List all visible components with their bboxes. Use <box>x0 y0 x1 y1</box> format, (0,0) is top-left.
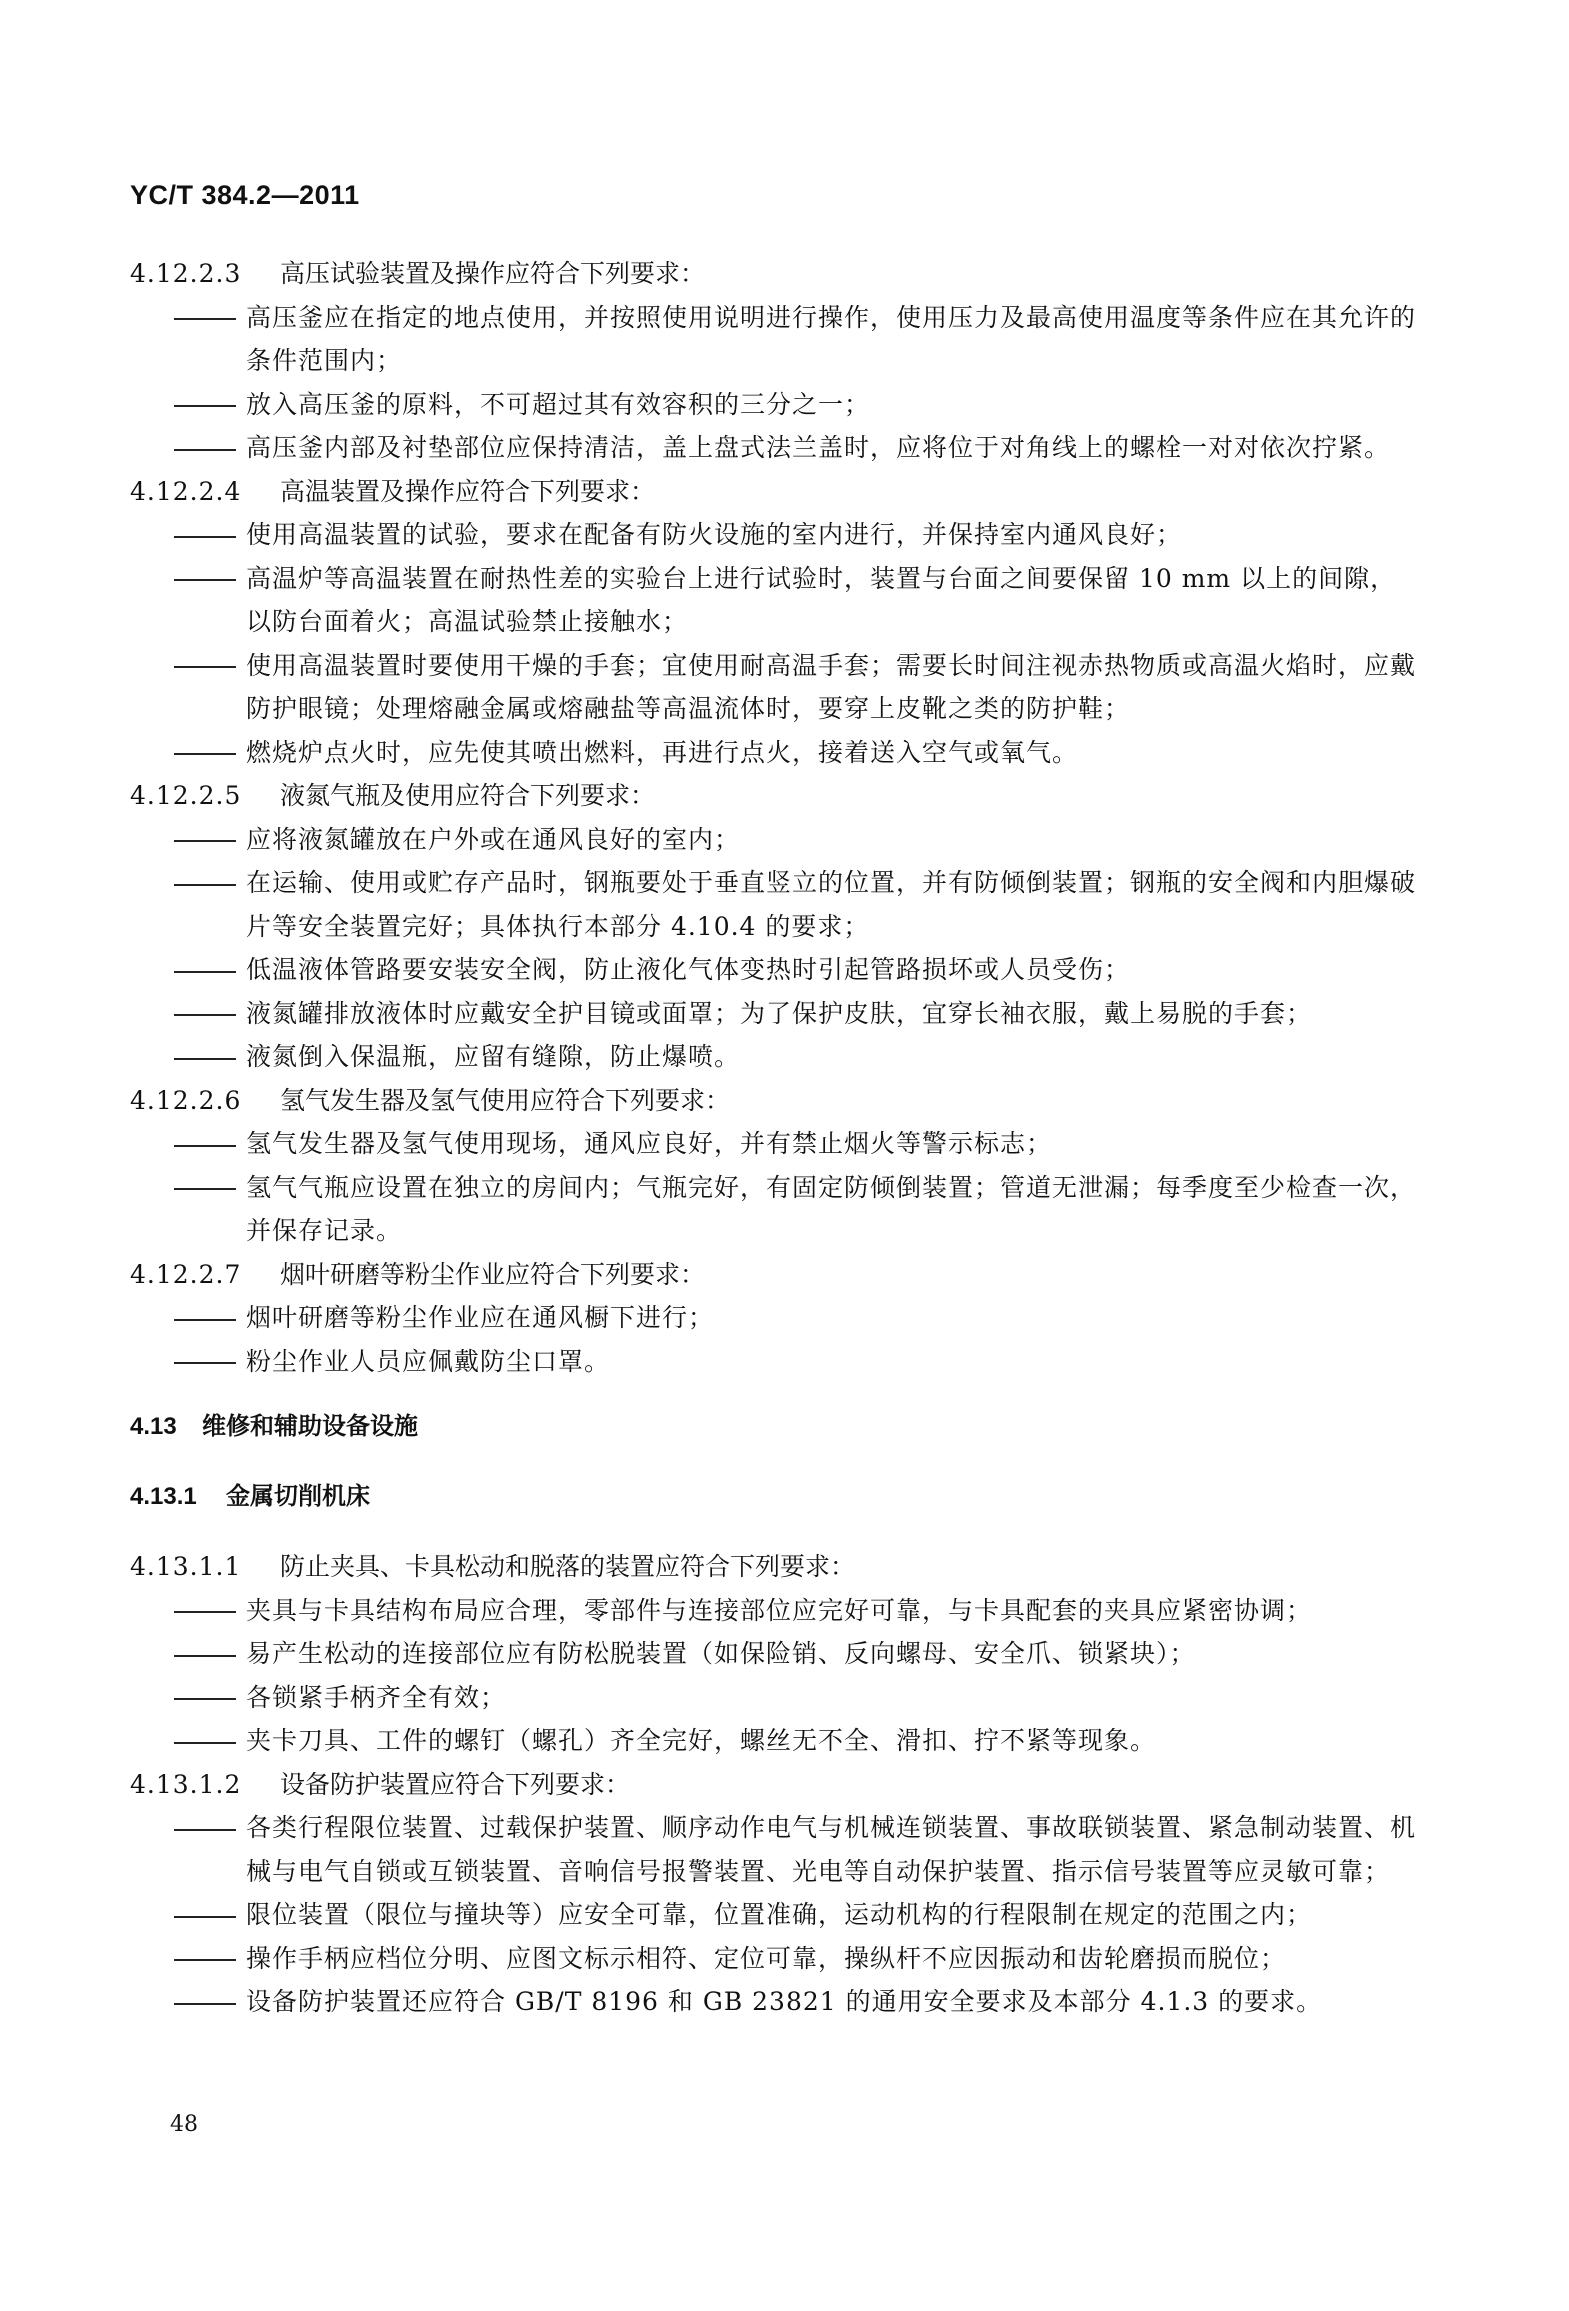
list-item-text: 粉尘作业人员应佩戴防尘口罩。 <box>246 1346 611 1376</box>
em-dash-marker <box>174 426 246 470</box>
list-item-text: 各锁紧手柄齐全有效； <box>246 1682 507 1712</box>
list-item-text: 烟叶研磨等粉尘作业应在通风橱下进行； <box>246 1303 715 1332</box>
clause-heading <box>130 1079 1420 1123</box>
clause-text: 防止夹具、卡具松动和脱落的装置应符合下列要求： <box>280 1552 856 1581</box>
em-dash-marker <box>174 1035 246 1079</box>
em-dash-marker <box>174 644 246 688</box>
list-item <box>130 644 1420 731</box>
section-title: 金属切削机床 <box>226 1483 370 1510</box>
clause-number: 4.13.1.1 <box>130 1552 242 1581</box>
list-item <box>130 1632 1420 1676</box>
list-item <box>130 861 1420 948</box>
list-item-text: 操作手柄应档位分明、应图文标示相符、定位可靠，操纵杆不应因振动和齿轮磨损而脱位； <box>246 1943 1287 1973</box>
list-item-text: 夹具与卡具结构布局应合理，零部件与连接部位应完好可靠，与卡具配套的夹具应紧密协调； <box>246 1595 1313 1625</box>
em-dash-marker <box>174 1937 246 1981</box>
list-item-text: 应将液氮罐放在户外或在通风良好的室内； <box>246 824 741 854</box>
list-item-text: 设备防护装置还应符合 GB/T 8196 和 GB 23821 的通用安全要求及本部分 4.1.3 的要求。 <box>246 1987 1323 2016</box>
clause-text: 液氮气瓶及使用应符合下列要求： <box>280 781 656 810</box>
clause-heading <box>130 470 1420 514</box>
list-item-text: 高温炉等高温装置在耐热性差的实验台上进行试验时，装置与台面之间要保留 10 mm 以上的间隙，以防台面着火；高温试验禁止接触水； <box>246 563 1397 636</box>
section-number: 4.13.1 <box>130 1483 197 1510</box>
list-item-text: 低温液体管路要安装安全阀，防止液化气体变热时引起管路损坏或人员受伤； <box>246 955 1131 984</box>
document-body <box>130 252 1420 2024</box>
section-heading <box>130 1475 1420 1518</box>
em-dash-marker <box>174 1676 246 1720</box>
list-item <box>130 1980 1420 2024</box>
em-dash-marker <box>174 1806 246 1850</box>
em-dash-marker <box>174 992 246 1036</box>
list-item-text: 各类行程限位装置、过载保护装置、顺序动作电气与机械连锁装置、事故联锁装置、紧急制动装置、机械与电气自锁或互锁装置、音响信号报警装置、光电等自动保护装置、指示信号装置等应灵敏可靠； <box>246 1813 1417 1886</box>
list-item <box>130 383 1420 427</box>
list-item <box>130 992 1420 1036</box>
em-dash-marker <box>174 296 246 340</box>
section-number: 4.13 <box>130 1413 177 1440</box>
clause-heading <box>130 774 1420 818</box>
list-item <box>130 513 1420 557</box>
list-item <box>130 1893 1420 1937</box>
clause-heading <box>130 1763 1420 1807</box>
list-item-text: 燃烧炉点火时，应先使其喷出燃料，再进行点火，接着送入空气或氧气。 <box>246 737 1079 767</box>
em-dash-marker <box>174 818 246 862</box>
clause-number: 4.12.2.7 <box>130 1259 242 1289</box>
list-item <box>130 1937 1420 1981</box>
list-item <box>130 426 1420 470</box>
list-item <box>130 557 1420 644</box>
clause-text: 设备防护装置应符合下列要求： <box>280 1769 631 1799</box>
clause-number: 4.12.2.6 <box>130 1085 242 1115</box>
list-item-text: 使用高温装置的试验，要求在配备有防火设施的室内进行，并保持室内通风良好； <box>246 520 1183 549</box>
em-dash-marker <box>174 1632 246 1676</box>
spacer <box>130 1448 1420 1475</box>
em-dash-marker <box>174 1296 246 1340</box>
em-dash-marker <box>174 861 246 905</box>
em-dash-marker <box>174 1719 246 1763</box>
list-item-text: 氢气气瓶应设置在独立的房间内；气瓶完好，有固定防倾倒装置；管道无泄漏；每季度至少检查一次，并保存记录。 <box>246 1172 1417 1245</box>
list-item-text: 氢气发生器及氢气使用现场，通风应良好，并有禁止烟火等警示标志； <box>246 1129 1053 1158</box>
list-item-text: 在运输、使用或贮存产品时，钢瓶要处于垂直竖立的位置，并有防倾倒装置；钢瓶的安全阀和内胆爆破片等安全装置完好；具体执行本部分 4.10.4 的要求； <box>246 868 1417 941</box>
clause-text: 氢气发生器及氢气使用应符合下列要求： <box>280 1085 731 1115</box>
list-item <box>130 1589 1420 1633</box>
list-item <box>130 1806 1420 1893</box>
em-dash-marker <box>174 948 246 992</box>
clause-text: 高压试验装置及操作应符合下列要求： <box>280 259 706 288</box>
list-item <box>130 948 1420 992</box>
list-item-text: 放入高压釜的原料，不可超过其有效容积的三分之一； <box>246 389 871 419</box>
em-dash-marker <box>174 513 246 557</box>
em-dash-marker <box>174 1893 246 1937</box>
em-dash-marker <box>174 731 246 775</box>
list-item <box>130 1296 1420 1340</box>
clause-heading <box>130 1545 1420 1589</box>
clause-number: 4.12.2.5 <box>130 781 242 810</box>
list-item-text: 液氮罐排放液体时应戴安全护目镜或面罩；为了保护皮肤，宜穿长袖衣服，戴上易脱的手套； <box>246 998 1313 1028</box>
section-heading <box>130 1405 1420 1448</box>
list-item <box>130 1035 1420 1079</box>
spacer <box>130 1383 1420 1405</box>
list-item-text: 限位装置（限位与撞块等）应安全可靠，位置准确，运动机构的行程限制在规定的范围之内； <box>246 1900 1313 1929</box>
standard-code: YC/T 384.2—2011 <box>130 180 360 210</box>
list-item-text: 夹卡刀具、工件的螺钉（螺孔）齐全完好，螺丝无不全、滑扣、拧不紧等现象。 <box>246 1726 1157 1755</box>
spacer <box>130 1518 1420 1545</box>
clause-heading <box>130 1253 1420 1297</box>
list-item <box>130 818 1420 862</box>
em-dash-marker <box>174 383 246 427</box>
list-item-text: 高压釜应在指定的地点使用，并按照使用说明进行操作，使用压力及最高使用温度等条件应在其允许的条件范围内； <box>246 302 1417 375</box>
em-dash-marker <box>174 557 246 601</box>
em-dash-marker <box>174 1340 246 1384</box>
list-item <box>130 731 1420 775</box>
list-item <box>130 296 1420 383</box>
list-item <box>130 1340 1420 1384</box>
list-item-text: 使用高温装置时要使用干燥的手套；宜使用耐高温手套；需要长时间注视赤热物质或高温火焰时，应戴防护眼镜；处理熔融金属或熔融盐等高温流体时，要穿上皮靴之类的防护鞋； <box>246 650 1417 723</box>
list-item-text: 高压釜内部及衬垫部位应保持清洁，盖上盘式法兰盖时，应将位于对角线上的螺栓一对对依次拧紧。 <box>246 433 1391 462</box>
list-item <box>130 1122 1420 1166</box>
clause-number: 4.12.2.3 <box>130 259 242 288</box>
list-item-text: 液氮倒入保温瓶，应留有缝隙，防止爆喷。 <box>246 1042 741 1071</box>
clause-heading <box>130 252 1420 296</box>
list-item-text: 易产生松动的连接部位应有防松脱装置（如保险销、反向螺母、安全爪、锁紧块）； <box>246 1639 1196 1668</box>
list-item <box>130 1676 1420 1720</box>
clause-number: 4.13.1.2 <box>130 1769 242 1799</box>
em-dash-marker <box>174 1980 246 2024</box>
list-item <box>130 1166 1420 1253</box>
page-number: 48 <box>170 2112 198 2137</box>
clause-text: 高温装置及操作应符合下列要求： <box>280 476 656 506</box>
em-dash-marker <box>174 1122 246 1166</box>
em-dash-marker <box>174 1589 246 1633</box>
section-title: 维修和辅助设备设施 <box>202 1413 418 1440</box>
clause-number: 4.12.2.4 <box>130 476 242 506</box>
clause-text: 烟叶研磨等粉尘作业应符合下列要求： <box>280 1259 706 1289</box>
list-item <box>130 1719 1420 1763</box>
em-dash-marker <box>174 1166 246 1210</box>
